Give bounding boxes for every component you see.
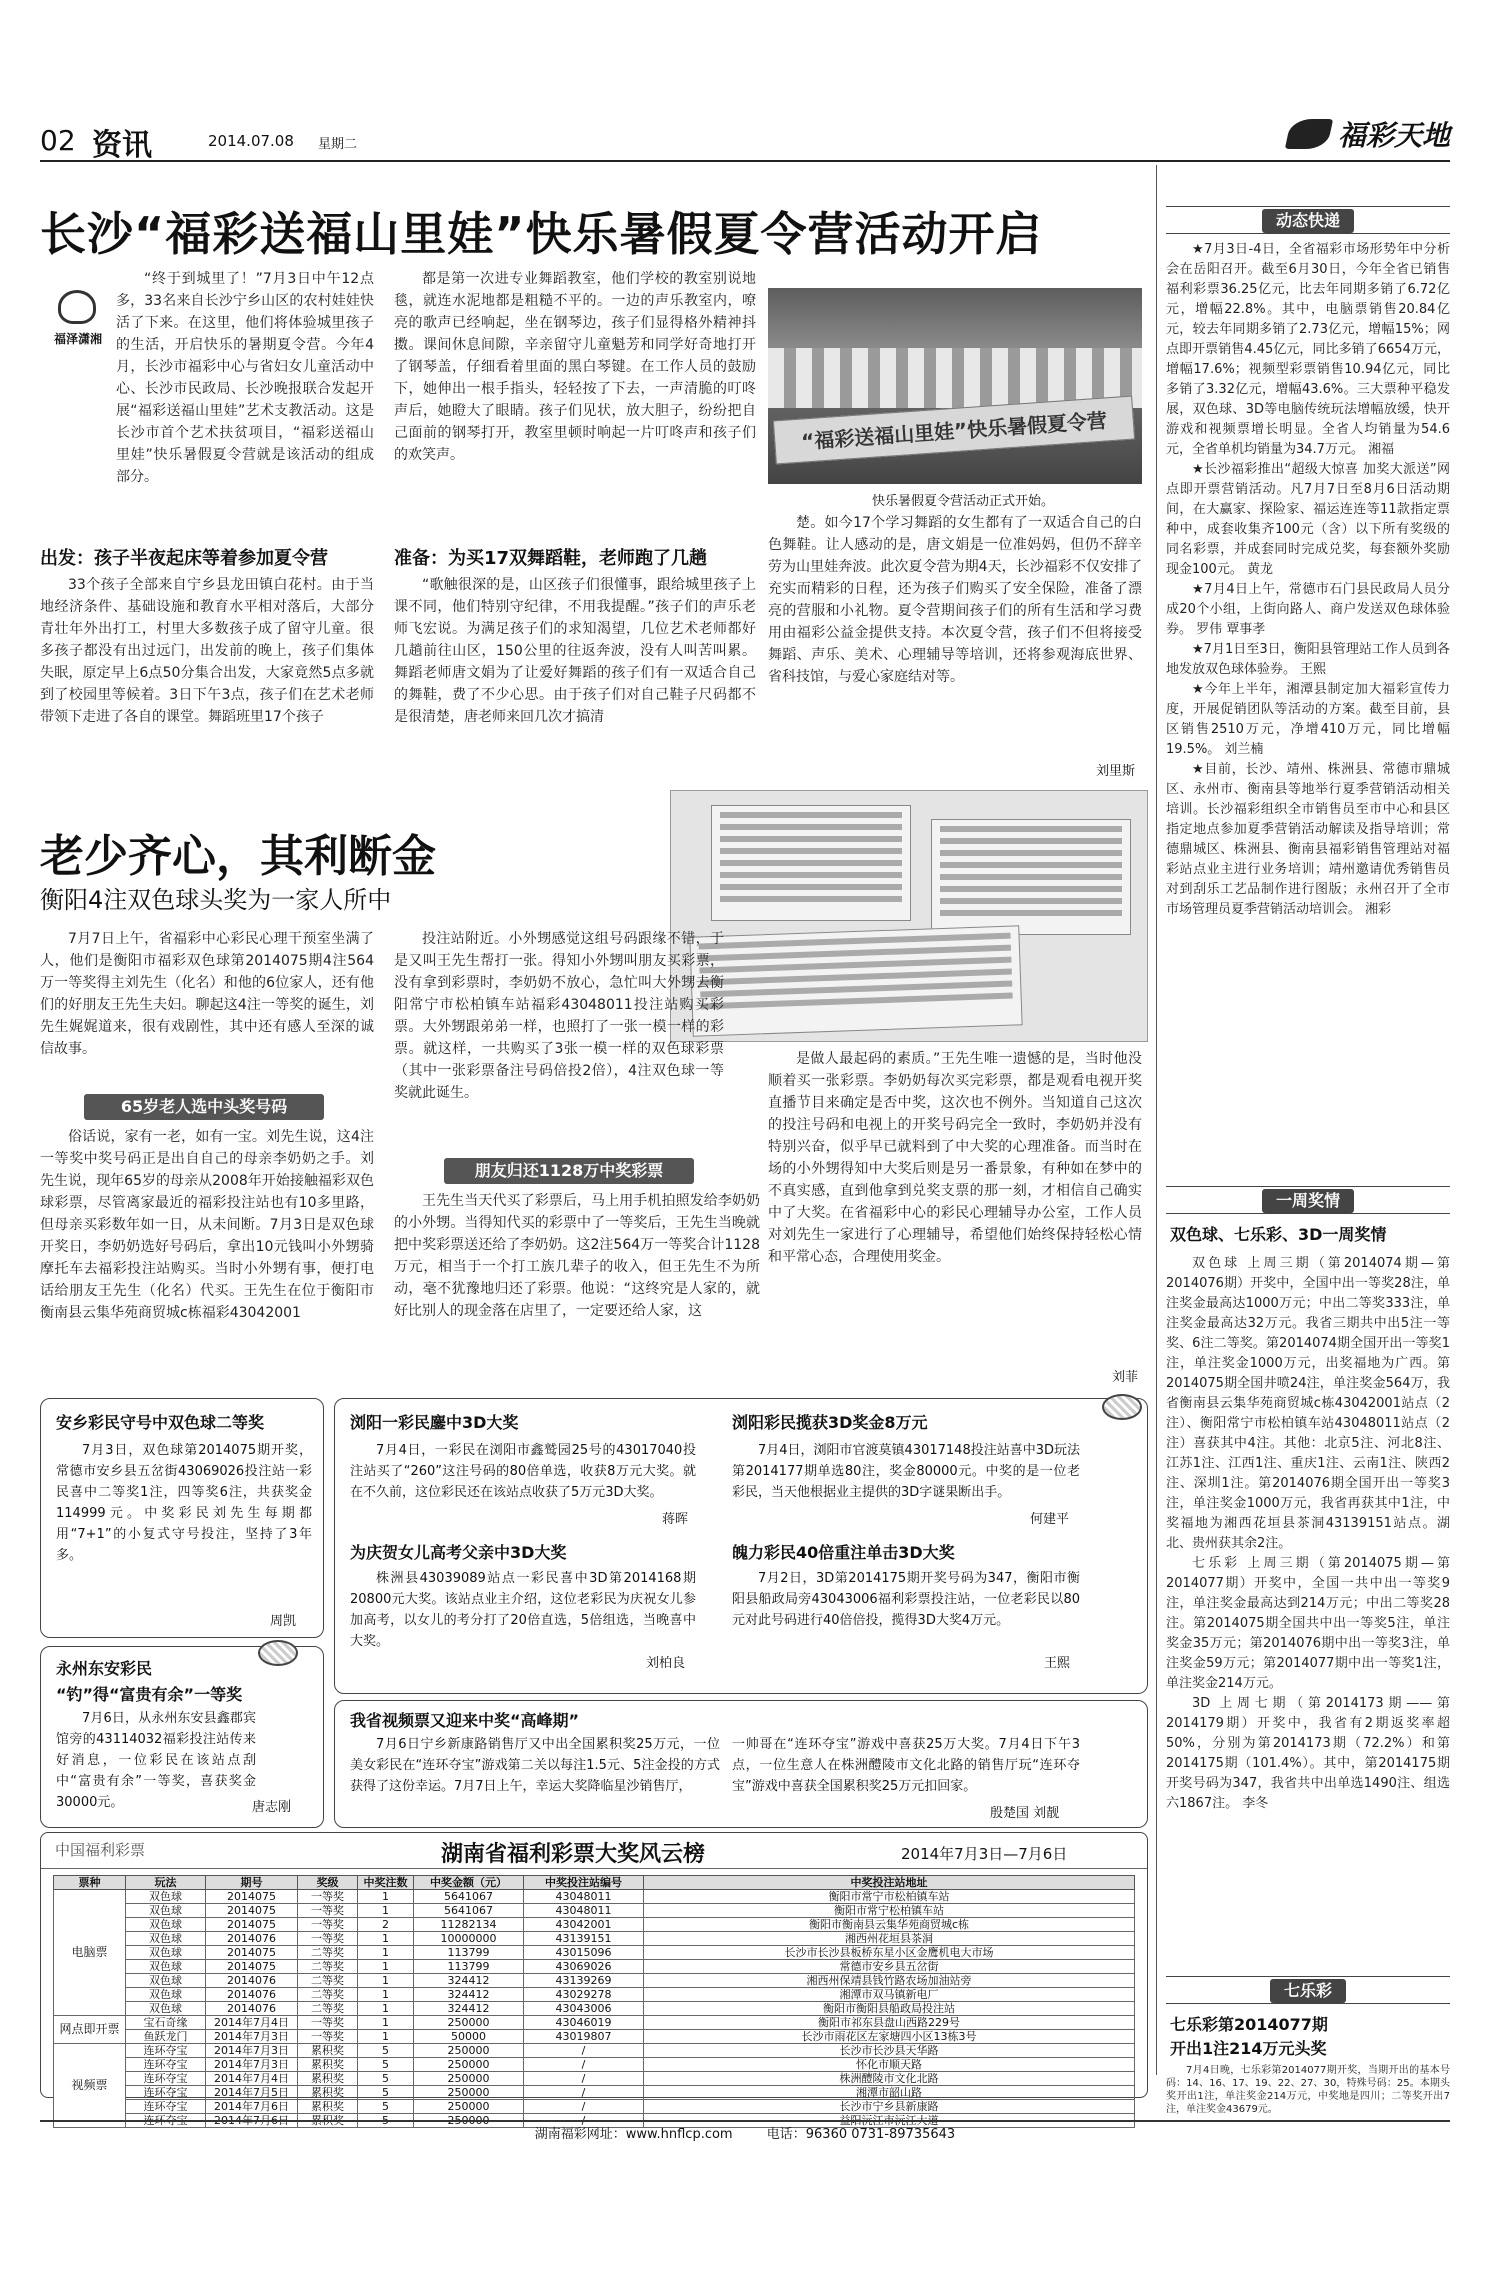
- prize-cell: 双色球: [126, 1960, 206, 1974]
- rail-news-item: ★目前，长沙、靖州、株洲县、常德市鼎城区、永州市、衡南县等地举行夏季营销活动相关培训。长沙福彩组织全市销售员至市中心和县区指定地点参加夏季营销活动解读及指导培训；常德鼎城区、株洲县、衡南县福彩销售管理站对福彩站点业主进行业务培训；靖州邀请优秀销售员对到刮乐工艺品制作进行图版；永州召开了全市市场管理员夏季营销活动培训会。 湘彩: [1166, 762, 1450, 917]
- prize-row: [54, 2030, 1135, 2044]
- prize-cell: 累积奖: [298, 2058, 358, 2072]
- prize-cell: 益阳沅江市沅江大道: [644, 2114, 1135, 2128]
- article2-tag-2: 朋友归还1128万中奖彩票: [444, 1158, 694, 1184]
- prize-cell: 二等奖: [298, 2002, 358, 2016]
- article1-subhead-1: 出发：孩子半夜起床等着参加夏令营: [40, 548, 328, 569]
- brief-anxiang-body: 7月3日，双色球第2014075期开奖，常德市安乡县五岔街43069026投注站一彩民喜中二等奖1注，四等奖6注，共获奖金114999元。中奖彩民刘先生每期都用“7+1”的小复式守号投注，坚持了3年多。: [56, 1443, 312, 1563]
- prize-cell: 1: [358, 1974, 414, 1988]
- brief-dongan-title2: “钓”得“富贵有余”一等奖: [56, 1685, 243, 1704]
- footer-site: 湖南福彩网址：www.hnflcp.com: [534, 2127, 733, 2142]
- prize-cell: 一等奖: [298, 1918, 358, 1932]
- summer-camp-photo: [768, 288, 1142, 484]
- prize-cell: 2014076: [206, 1988, 298, 2002]
- prize-cell: 一等奖: [298, 2030, 358, 2044]
- brief-liuyang1-sig: 蒋晖: [662, 1512, 689, 1527]
- article1-col3: 楚。如今17个学习舞蹈的女生都有了一双适合自己的白色舞鞋。让人感动的是，唐文娟是一位准妈妈，但仍不辞辛劳为山里娃奔波。此次夏令营为期4天，长沙福彩不仅安排了充实而精彩的日程，还为孩子们购买了安全保险，准备了漂亮的营服和小礼物。夏令营期间孩子们的所有生活和学习费用由福彩公益金提供支持。本次夏令营，孩子们不但将接受舞蹈、声乐、美术、心理辅导等培训，还将参观海底世界、省科技馆，与爱心家庭结对等。: [768, 515, 1142, 685]
- prize-cell: 连环夺宝: [126, 2086, 206, 2100]
- prize-cell: 双色球: [126, 1904, 206, 1918]
- prize-board-header: [41, 1833, 1147, 1869]
- prize-cell: 1: [358, 2002, 414, 2016]
- prize-col-header: 期号: [206, 1876, 298, 1890]
- prize-cell: 二等奖: [298, 1960, 358, 1974]
- fuze-xiaoxiang-stamp: [44, 290, 110, 362]
- prize-cell: 43019807: [524, 2030, 644, 2044]
- prize-cell: 5: [358, 2072, 414, 2086]
- brief-dongan-body: 7月6日，从永州东安县鑫郡宾馆旁的43114032福彩投注站传来好消息，一位彩民在该站点刮中“富贵有余”一等奖，喜获奖金30000元。: [56, 1711, 256, 1810]
- prize-cell: 1: [358, 1988, 414, 2002]
- brief-zhuzhou-body: 株洲县43039089站点一彩民喜中3D第2014168期20800元大奖。该站点业主介绍，这位老彩民为庆祝女儿参加高考，以女儿的考分打了20倍直选，5倍组选，当晚喜中大奖。: [350, 1571, 696, 1649]
- brief-hengyang-sig: 王熙: [1044, 1656, 1071, 1671]
- prize-cell: 衡阳市祁东县盘山西路229号: [644, 2016, 1135, 2030]
- prize-cell: 50000: [414, 2030, 524, 2044]
- prize-cell: 2: [358, 1918, 414, 1932]
- prize-row: [54, 1988, 1135, 2002]
- prize-col-header: 中奖注数: [358, 1876, 414, 1890]
- decor-gear-icon: [258, 1640, 298, 1666]
- rail-news-item: ★今年上半年，湘潭县制定加大福彩宣传力度，开展促销团队等活动的方案。截至目前，县区销售2510万元，净增410万元，同比增幅19.5%。 刘兰楠: [1166, 682, 1450, 757]
- article1-col2-top: 都是第一次进专业舞蹈教室，他们学校的教室别说地毯，就连水泥地都是粗糙不平的。一边的声乐教室内，嘹亮的歌声已经响起，坐在钢琴边，孩子们显得格外精神抖擞。课间休息间隙，辛亲留守儿童魁芳和同学好奇地打开了钢琴盖，仔细看着里面的黑白琴键。在工作人员的鼓励下，她伸出一根手指头，轻轻按了下去，一声清脆的叮咚声后，她瞪大了眼睛。孩子们见状，放大胆子，纷纷把自己面前的钢琴打开，教室里顿时响起一片叮咚声和孩子们的欢笑声。: [394, 271, 756, 463]
- prize-cell: /: [524, 2100, 644, 2114]
- rail-seven-title-2: 开出1注214万元头奖: [1170, 2039, 1327, 2058]
- prize-col-header: 票种: [54, 1876, 126, 1890]
- prize-cell: 2014年7月4日: [206, 2016, 298, 2030]
- camp-banner-text: “福彩送福山里娃”快乐暑假夏令营: [800, 408, 1108, 454]
- rail-news-item: ★7月1日至3日，衡阳县管理站工作人员到各地发放双色球体验券。 王熙: [1166, 642, 1450, 677]
- brief-anxiang-sig: 周凯: [270, 1614, 297, 1629]
- rail-seven-body: [1166, 2064, 1450, 2116]
- prize-cell: 1: [358, 2016, 414, 2030]
- article1-col2-bottom: “歌触很深的是，山区孩子们很懂事，跟给城里孩子上课不同，他们特别守纪律，不用我提醒。”孩子们的声乐老师飞宏说。为满足孩子们的求知渴望，几位艺术老师都好几趟前往山区，150公里的往返奔波，没有人叫苦叫累。舞蹈老师唐文娟为了让爱好舞蹈的孩子们有一双适合自己的舞鞋，费了不少心思。由于孩子们对自己鞋子尺码都不是很清楚，唐老师来回几次才搞清: [394, 577, 756, 725]
- prize-cell: 43048011: [524, 1890, 644, 1904]
- prize-cell: 衡阳市常宁松柏镇车站: [644, 1904, 1135, 1918]
- headline-summer-camp: 长沙“福彩送福山里娃”快乐暑假夏令营活动开启: [40, 207, 1043, 261]
- prize-cell: 湘西州花垣县茶洞: [644, 1932, 1135, 1946]
- prize-row: [54, 1946, 1135, 1960]
- footer-phone: 电话：96360 0731-89735643: [766, 2127, 956, 2142]
- prize-cell: 衡阳市衡阳县船政局投注站: [644, 2002, 1135, 2016]
- brief-video-title: 我省视频票又迎来中奖“高峰期”: [350, 1711, 580, 1730]
- brief-liuyang1-title: 浏阳一彩民鏖中3D大奖: [350, 1413, 519, 1432]
- prize-table-header: [54, 1876, 1135, 1890]
- section-title: 资讯: [92, 128, 152, 163]
- prize-cell: 5: [358, 2114, 414, 2128]
- prize-cell: 324412: [414, 2002, 524, 2016]
- prize-cell: 长沙市宁乡县新康路: [644, 2100, 1135, 2114]
- brief-hengyang-title: 魄力彩民40倍重注单击3D大奖: [732, 1543, 955, 1562]
- brief-video-body2: 一帅哥在“连环夺宝”游戏中喜获25万大奖。7月4日下午3点，一位生意人在株洲醴陵市文化北路的销售厅玩“连环夺宝”游戏中喜获全国累积奖25万元扣回家。: [732, 1737, 1080, 1794]
- prize-cell: 湘潭市韶山路: [644, 2086, 1135, 2100]
- prize-cell: 2014076: [206, 1974, 298, 1988]
- decor-fish-icon: [1102, 1394, 1142, 1420]
- prize-cell: 双色球: [126, 1946, 206, 1960]
- rail-tag-news-label: 动态快递: [1262, 209, 1354, 233]
- subheadline-family-jackpot: 衡阳4注双色球头奖为一家人所中: [40, 886, 392, 914]
- article2-col3: 是做人最起码的素质。”王先生唯一遗憾的是，当时他没顺着买一张彩票。李奶奶每次买完彩票，都是观看电视开奖直播节目来确定是否中奖，这次也不例外。当知道自己这次的投注号码和电视上的开奖号码完全一致时，李奶奶并没有特别兴奋，似乎早已就料到了中大奖的心理准备。而当时在场的小外甥得知中大奖后则是另一番景象，有种如在梦中的不真实感，直到他拿到兑奖支票的那一刻，才相信自己确实中了大奖。在省福彩中心的彩民心理辅导办公室，工作人员对刘先生一家进行了心理辅导，希望他们始终保持轻松心情和平常心态，合理使用奖金。: [768, 1051, 1142, 1265]
- page-footer: [40, 2120, 1450, 2146]
- issue-date: 2014.07.08: [208, 132, 294, 150]
- prize-cell: 常德市安乡县五岔街: [644, 1960, 1135, 1974]
- article1-col1-top-b: [40, 394, 374, 538]
- rail-tag-week-label: 一周奖情: [1262, 1189, 1354, 1213]
- prize-cell: /: [524, 2114, 644, 2128]
- prize-cell: 株洲醴陵市文化北路: [644, 2072, 1135, 2086]
- prize-cell: 1: [358, 1960, 414, 1974]
- article2-col2-bottom: 王先生当天代买了彩票后，马上用手机拍照发给李奶奶的小外甥。当得知代买的彩票中了一等奖后，王先生当晚就把中奖彩票送还给了李奶奶。这2注564万一等奖合计1128万元，相当于一个打工族几辈子的收入，但王先生不为所动，毫不犹豫地归还了彩票。他说：“这终究是人家的，就好比别人的现金落在店里了，一定要还给人家，这: [394, 1193, 760, 1319]
- prize-row: [54, 2002, 1135, 2016]
- rail-week-item: 双色球 上周三期（第2014074期—第2014076期）开奖中，全国中出一等奖28注，单注奖金最高达1000万元；中出二等奖333注，单注奖金最高达32万元。我省三期共中出5注一等奖、6注二等奖。第2014074期全国开出一等奖1注，单注奖金1000万元，出奖福地为广西。第2014075期全国井喷24注，单注奖金564万，我省衡南县云集华苑商贸城c栋43042001站点（2注）、衡阳常宁市松柏镇车站43048011站点（2注）喜获其中4注。其他：北京5注、河北8注、江苏1注、江西1注、重庆1注、云南1注、陕西2注、深圳1注。第2014076期全国开出一等奖3注，单注奖金1000万元，我省再获其中1注，中奖福地为湘西花垣县茶洞43139151站点。湖北、贵州获其余2注。: [1166, 1256, 1450, 1551]
- headline-family-jackpot: 老少齐心，其利断金: [40, 831, 436, 882]
- brief-liuyang2-title: 浏阳彩民揽获3D奖金8万元: [732, 1413, 928, 1432]
- prize-cell: 二等奖: [298, 1974, 358, 1988]
- prize-cell: 2014075: [206, 1890, 298, 1904]
- prize-cell: /: [524, 2072, 644, 2086]
- article1-col1-bottom: 33个孩子全部来自宁乡县龙田镇白花村。由于当地经济条件、基础设施和教育水平相对落后，大部分青壮年外出打工，村里大多数孩子成了留守儿童。很多孩子都没有出过远门，出发前的晚上，孩子们集体失眠，原定早上6点50分集合出发，大家竟然5点多就到了校园里等候着。3日下午3点，孩子们在艺术老师带领下走进了各自的课堂。舞蹈班里17个孩子: [40, 577, 374, 725]
- prize-cell: 2014076: [206, 1932, 298, 1946]
- article1-col1-top: “终于到城里了！”7月3日中午12点多，33名来自长沙宁乡山区的农村娃娃快活了下来。在这里，他们将体验城里孩子的生活，开启快乐的暑期夏令营。今年4月，长沙市福彩中心与省妇女儿童活动中心、长沙市民政局、长沙晚报联合发起开展“福彩送福山里娃”艺术支教活动。这是长沙市首个艺术扶贫项目，“福彩送福山里娃”快乐暑假夏令营就是该活动的组成部分。: [116, 271, 374, 485]
- prize-row: [54, 2072, 1135, 2086]
- prize-cell: 1: [358, 1946, 414, 1960]
- brief-liuyang2-sig: 何建平: [1030, 1512, 1070, 1527]
- prize-cell: 双色球: [126, 1932, 206, 1946]
- prize-cell: 双色球: [126, 1974, 206, 1988]
- rail-tag-seven-label: 七乐彩: [1270, 1979, 1346, 2003]
- prize-cell: 一等奖: [298, 1932, 358, 1946]
- prize-cell: 2014年7月5日: [206, 2086, 298, 2100]
- prize-col-header: 中奖金额（元）: [414, 1876, 524, 1890]
- prize-cell: 长沙市长沙县板桥东星小区金鹰机电大市场: [644, 1946, 1135, 1960]
- prize-cell: 宝石奇缘: [126, 2016, 206, 2030]
- rail-news-item: ★7月3日-4日，全省福彩市场形势年中分析会在岳阳召开。截至6月30日，今年全省已销售福利彩票36.25亿元，比去年同期多销了6.72亿元，增幅22.8%。其中，电脑票销售20.84亿元，较去年同期多销了2.73亿元，增幅15%；网点即开票销售4.45亿元，同比多销了6654万元，增幅17.6%；视频型彩票销售10.94亿元，同比多销了3.32亿元，增幅43.6%。三大票种平稳发展，双色球、3D等电脑传统玩法增幅放缓，快开游戏和视频票增长明显。全省人均销量为54.6元，全省单机均销量为34.7万元。 湘福: [1166, 242, 1450, 457]
- prize-row: [54, 1890, 1135, 1904]
- prize-cell: 250000: [414, 2100, 524, 2114]
- prize-cell: 250000: [414, 2044, 524, 2058]
- prize-row: [54, 2086, 1135, 2100]
- prize-cell: 湘潭市双马镇新电厂: [644, 1988, 1135, 2002]
- prize-cell: 5641067: [414, 1890, 524, 1904]
- page-header: [40, 110, 1450, 162]
- prize-cell: 1: [358, 2030, 414, 2044]
- prize-board-title: 湖南省福利彩票大奖风云榜: [441, 1842, 706, 1867]
- prize-cell: 连环夺宝: [126, 2114, 206, 2128]
- rail-news: [1166, 240, 1450, 1188]
- prize-cell: 1: [358, 1904, 414, 1918]
- prize-row: [54, 2058, 1135, 2072]
- prize-cell: 2014年7月4日: [206, 2072, 298, 2086]
- prize-cell: 怀化市顺天路: [644, 2058, 1135, 2072]
- brief-dongan-title: 永州东安彩民: [56, 1659, 153, 1678]
- prize-cell: 43043006: [524, 2002, 644, 2016]
- prize-cell: 113799: [414, 1960, 524, 1974]
- brief-liuyang1-body: 7月4日，一彩民在浏阳市鑫鹫园25号的43017040投注站买了“260”这注号码的80倍单选，收获8万元大奖。就在不久前，这位彩民还在该站点收获了5万元3D大奖。: [350, 1443, 696, 1500]
- prize-cell: 250000: [414, 2072, 524, 2086]
- prize-cell: 2014年7月3日: [206, 2044, 298, 2058]
- prize-cell: 2014076: [206, 2002, 298, 2016]
- rail-seven-title-1: 七乐彩第2014077期: [1170, 2015, 1328, 2034]
- prize-col-header: 中奖投注站编号: [524, 1876, 644, 1890]
- lottery-logo-icon: [1285, 119, 1333, 149]
- prize-cell: 累积奖: [298, 2072, 358, 2086]
- prize-row: [54, 1932, 1135, 1946]
- prize-cell: 2014年7月6日: [206, 2114, 298, 2128]
- prize-cell: 2014075: [206, 1918, 298, 1932]
- prize-col-header: 奖级: [298, 1876, 358, 1890]
- prize-cell: /: [524, 2044, 644, 2058]
- prize-cell: 324412: [414, 1974, 524, 1988]
- prize-cell: 11282134: [414, 1918, 524, 1932]
- prize-cell: 2014年7月6日: [206, 2100, 298, 2114]
- issue-weekday: 星期二: [318, 137, 358, 152]
- prize-cell: 一等奖: [298, 1904, 358, 1918]
- prize-cell: 衡阳市衡南县云集华苑商贸城c栋: [644, 1918, 1135, 1932]
- brief-zhuzhou-sig: 刘柏良: [646, 1656, 686, 1671]
- rail-week-item: 七乐彩 上周三期（第2014075期—第2014077期）开奖中，全国一共中出一等奖9注，单注奖金最高达到214万元；中出二等奖28注。第2014075期全国共中出一等奖5注，单注奖金35万元；第2014076期中出一等奖3注，单注奖金59万元；第2014077期中出一等奖1注，单注奖金214万元。: [1166, 1556, 1450, 1691]
- prize-group-name: 电脑票: [54, 1890, 126, 2016]
- prize-row: [54, 1904, 1135, 1918]
- prize-group-name: 视频票: [54, 2044, 126, 2128]
- brief-anxiang-title: 安乡彩民守号中双色球二等奖: [56, 1413, 265, 1432]
- article2-byline: 刘菲: [1112, 1370, 1139, 1385]
- prize-table: [53, 1875, 1135, 2128]
- brief-hengyang-body: 7月2日，3D第2014175期开奖号码为347，衡阳市衡阳县船政局旁43043006福利彩票投注站，一位老彩民以80元对此号码进行40倍倍投，揽得3D大奖4万元。: [732, 1571, 1080, 1628]
- prize-cell: 5: [358, 2058, 414, 2072]
- prize-col-header: 中奖投注站地址: [644, 1876, 1135, 1890]
- welfare-lottery-brand: 中国福利彩票: [55, 1841, 146, 1859]
- prize-cell: 5641067: [414, 1904, 524, 1918]
- prize-cell: 一等奖: [298, 2016, 358, 2030]
- rail-week: [1166, 1254, 1450, 1970]
- prize-cell: 5: [358, 2100, 414, 2114]
- prize-cell: 113799: [414, 1946, 524, 1960]
- prize-cell: 43029278: [524, 1988, 644, 2002]
- prize-group-name: 网点即开票: [54, 2016, 126, 2044]
- prize-cell: 累积奖: [298, 2086, 358, 2100]
- rail-news-item: ★长沙福彩推出“超级大惊喜 加奖大派送”网点即开票营销活动。凡7月7日至8月6日活动期间，在大赢家、探险家、福运连连等11款指定票种中，成套收集齐100元（含）以下所有奖级的同名彩票，并成套同时完成兑奖，每套额外奖励现金100元。 黄龙: [1166, 462, 1450, 577]
- heart-logo-icon: [58, 290, 96, 324]
- rail-tag-seven: [1166, 1976, 1450, 2004]
- rail-tag-news: [1166, 206, 1450, 234]
- prize-board: [40, 1832, 1148, 2127]
- prize-cell: 二等奖: [298, 1988, 358, 2002]
- prize-cell: 43139151: [524, 1932, 644, 1946]
- prize-cell: 连环夺宝: [126, 2072, 206, 2086]
- prize-cell: 双色球: [126, 1988, 206, 2002]
- photo-caption: 快乐暑假夏令营活动正式开始。: [872, 494, 1055, 509]
- prize-row: [54, 2100, 1135, 2114]
- prize-row: [54, 2044, 1135, 2058]
- prize-cell: 43046019: [524, 2016, 644, 2030]
- prize-cell: /: [524, 2086, 644, 2100]
- prize-cell: 43139269: [524, 1974, 644, 1988]
- prize-cell: 2014年7月3日: [206, 2058, 298, 2072]
- prize-row: [54, 1974, 1135, 1988]
- brief-video-sig: 殷楚国 刘靓: [990, 1806, 1060, 1821]
- prize-cell: 250000: [414, 2114, 524, 2128]
- article2-col1-bottom: 俗话说，家有一老，如有一宝。刘先生说，这4注一等奖中奖号码正是出自自己的母亲李奶奶之手。刘先生说，现年65岁的母亲从2008年开始接触福彩双色球彩票，尽管离家最近的福彩投注站也有10多里路，但母亲买彩数年如一日，从未间断。7月3日是双色球开奖日，李奶奶选好号码后，拿出10元钱叫小外甥骑摩托车去福彩投注站购买。当时小外甥有事，便打电话给朋友王先生（化名）代买。王先生在位于衡阳市衡南县云集华苑商贸城c栋福彩43042001: [40, 1129, 374, 1321]
- prize-cell: 43069026: [524, 1960, 644, 1974]
- prize-cell: 累积奖: [298, 2100, 358, 2114]
- brief-dongan-sig: 唐志刚: [252, 1800, 292, 1815]
- rail-tag-week: [1166, 1186, 1450, 1214]
- article2-col2-top: 投注站附近。小外甥感觉这组号码跟缘不错，于是又叫王先生帮打一张。得知小外甥叫朋友买彩票，没有拿到彩票时，李奶奶不放心，急忙叫大外甥去衡阳常宁市松柏镇车站福彩43048011投注站购买彩票。大外甥跟弟弟一样，也照打了一张一模一样的彩票。就这样，一共购买了3张一模一样的双色球彩票（其中一张彩票备注号码倍投2倍），4注双色球一等奖就此诞生。: [394, 931, 724, 1101]
- prize-col-header: 玩法: [126, 1876, 206, 1890]
- article1-byline: 刘里斯: [1096, 764, 1136, 779]
- rail-week-item: 3D 上周七期（第2014173期——第2014179期）开奖中，我省有2期返奖率超50%，分别为第2014173期（72.2%）和第2014175期（101.4%）。其中，第2014175期开奖号码为347，我省共中出单选1490注、组选六1867注。 李冬: [1166, 1696, 1450, 1811]
- prize-cell: 累积奖: [298, 2044, 358, 2058]
- rail-week-title: 双色球、七乐彩、3D一周奖情: [1170, 1225, 1387, 1244]
- prize-cell: 双色球: [126, 2002, 206, 2016]
- prize-cell: 长沙市雨花区左家塘四小区13栋3号: [644, 2030, 1135, 2044]
- prize-row: [54, 2016, 1135, 2030]
- article2-tag-1: 65岁老人选中头奖号码: [84, 1094, 324, 1120]
- prize-cell: 双色球: [126, 1890, 206, 1904]
- page-number: 02: [40, 124, 76, 157]
- prize-cell: 2014075: [206, 1960, 298, 1974]
- prize-board-range: 2014年7月3日—7月6日: [901, 1845, 1068, 1863]
- rail-news-item: ★7月4日上午，常德市石门县民政局人员分成20个小组，上街向路人、商户发送双色球体验券。 罗伟 覃事孝: [1166, 582, 1450, 637]
- prize-cell: 1: [358, 1932, 414, 1946]
- prize-cell: 双色球: [126, 1918, 206, 1932]
- prize-cell: 衡阳市常宁市松柏镇车站: [644, 1890, 1135, 1904]
- prize-cell: 1: [358, 1890, 414, 1904]
- prize-cell: 250000: [414, 2016, 524, 2030]
- prize-cell: 250000: [414, 2086, 524, 2100]
- prize-cell: /: [524, 2058, 644, 2072]
- brief-liuyang2-body: 7月4日，浏阳市官渡莫镇43017148投注站喜中3D玩法第2014177期单选80注，奖金80000元。中奖的是一位老彩民，当天他根据业主提供的3D字谜果断出手。: [732, 1443, 1080, 1500]
- brief-video-body: 7月6日宁乡新康路销售厅又中出全国累积奖25万元，一位美女彩民在“连环夺宝”游戏第二关以每注1.5元、5注金投的方式获得了这份幸运。7月7日上午，幸运大奖降临星沙销售厅，: [350, 1737, 720, 1794]
- prize-cell: 2014年7月3日: [206, 2030, 298, 2044]
- prize-cell: 43042001: [524, 1918, 644, 1932]
- prize-cell: 43048011: [524, 1904, 644, 1918]
- lottery-tickets-photo: [670, 790, 1148, 1042]
- prize-cell: 324412: [414, 1988, 524, 2002]
- prize-cell: 2014075: [206, 1904, 298, 1918]
- prize-row: [54, 1918, 1135, 1932]
- prize-cell: 2014075: [206, 1946, 298, 1960]
- prize-cell: 连环夺宝: [126, 2058, 206, 2072]
- prize-cell: 连环夺宝: [126, 2044, 206, 2058]
- prize-cell: 5: [358, 2044, 414, 2058]
- prize-cell: 43015096: [524, 1946, 644, 1960]
- prize-cell: 二等奖: [298, 1946, 358, 1960]
- rail-seven-text: 7月4日晚，七乐彩第2014077期开奖，当期开出的基本号码：14、16、17、19、22、27、30，特殊号码：25。本期头奖开出1注，单注奖金214万元，中奖地是四川；二等奖开出7注，单注奖金43679元。: [1166, 2065, 1450, 2115]
- article1-subhead-2: 准备：为买17双舞蹈鞋，老师跑了几趟: [394, 548, 708, 569]
- prize-cell: 10000000: [414, 1932, 524, 1946]
- masthead-name: 福彩天地: [1337, 119, 1450, 152]
- prize-cell: 250000: [414, 2058, 524, 2072]
- brief-zhuzhou-title: 为庆贺女儿高考父亲中3D大奖: [350, 1543, 567, 1562]
- prize-cell: 一等奖: [298, 1890, 358, 1904]
- prize-cell: 湘西州保靖县钱竹路农场加油站旁: [644, 1974, 1135, 1988]
- prize-cell: 连环夺宝: [126, 2100, 206, 2114]
- masthead-logo: [1288, 114, 1450, 154]
- stamp-label: 福泽潇湘: [54, 332, 103, 346]
- prize-cell: 鱼跃龙门: [126, 2030, 206, 2044]
- article2-col1-top: 7月7日上午，省福彩中心彩民心理干预室坐满了人，他们是衡阳市福彩双色球第2014075期4注564万一等奖得主刘先生（化名）和他的6位家人，还有他们的好朋友王先生夫妇。聊起这4注一等奖的诞生，刘先生娓娓道来，很有戏剧性，其中还有感人至深的诚信故事。: [40, 931, 374, 1057]
- prize-cell: 长沙市长沙县天华路: [644, 2044, 1135, 2058]
- prize-row: [54, 1960, 1135, 1974]
- prize-cell: 5: [358, 2086, 414, 2100]
- prize-cell: 累积奖: [298, 2114, 358, 2128]
